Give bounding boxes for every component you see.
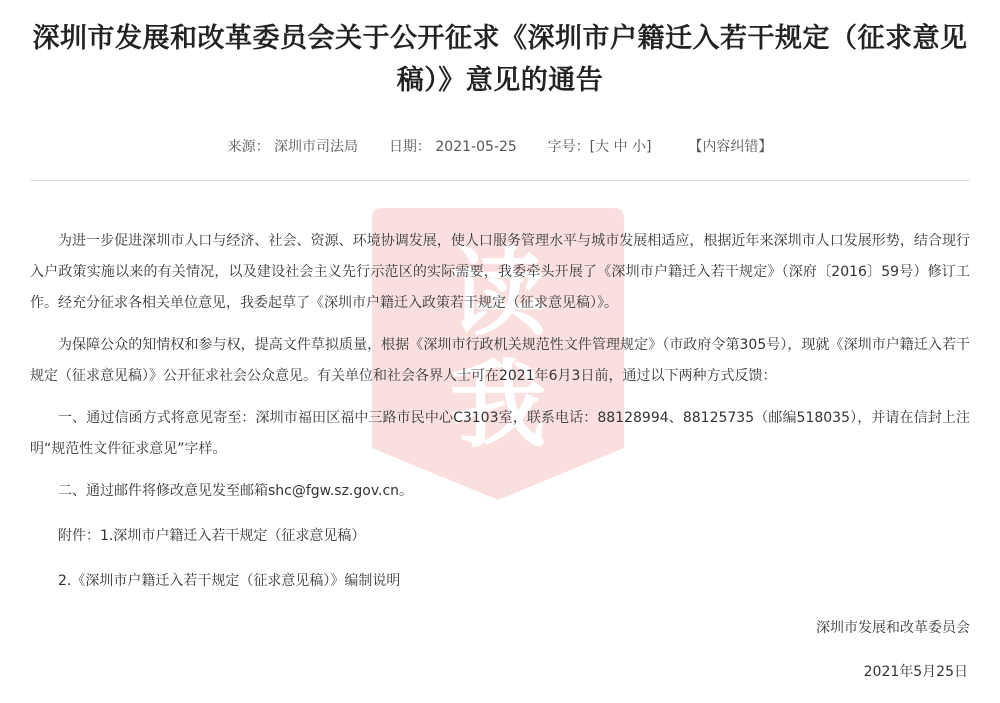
article-meta	[30, 137, 970, 157]
page-title: 深圳市发展和改革委员会关于公开征求《深圳市户籍迁入若干规定（征求意见稿）》意见的通告	[32, 23, 968, 96]
issue-date: 2021年5月25日	[863, 664, 968, 680]
source-value: 深圳市司法局	[274, 139, 359, 155]
attachment-1[interactable]: 附件：1.深圳市户籍迁入若干规定（征求意见稿）	[58, 528, 366, 544]
attachment-2[interactable]: 2.《深圳市户籍迁入若干规定（征求意见稿）》编制说明	[58, 573, 401, 589]
content-errata-link[interactable]: 【内容纠错】	[688, 139, 773, 155]
font-size-bracket-open: [	[589, 139, 596, 155]
font-size-bracket-close: ]	[646, 139, 652, 155]
watermark-char-top: 读	[450, 237, 546, 349]
paragraph-method-letter: 一、通过信函方式将意见寄至：深圳市福田区福中三路市民中心C3103室，联系电话：88128994、88125735（邮编518035），并请在信封上注明“规范性文件征求意见”字样。	[30, 410, 970, 457]
paragraph-purpose: 为保障公众的知情权和参与权，提高文件草拟质量，根据《深圳市行政机关规范性文件管理规定》（市政府令第305号），现就《深圳市户籍迁入若干规定（征求意见稿）》公开征求社会公众意见。有关单位和社会各界人士可在2021年6月3日前，通过以下两种方式反馈：	[30, 337, 970, 384]
paragraph-method-email: 二、通过邮件将修改意见发至邮箱shc@fgw.sz.gov.cn。	[58, 483, 414, 499]
font-size-label: 字号：	[547, 139, 590, 155]
date-value: 2021-05-25	[435, 139, 517, 155]
font-size-medium-link[interactable]: 中	[613, 139, 628, 155]
title-divider	[30, 180, 970, 181]
font-size-large-link[interactable]: 大	[595, 139, 610, 155]
watermark-char-bottom: 我	[450, 349, 546, 461]
issuer-signature: 深圳市发展和改革委员会	[816, 620, 970, 636]
paragraph-intro: 为进一步促进深圳市人口与经济、社会、资源、环境协调发展，使人口服务管理水平与城市发展相适应，根据近年来深圳市人口发展形势，结合现行入户政策实施以来的有关情况，以及建设社会主义先行示范区的实际需要，我委牵头开展了《深圳市户籍迁入若干规定》（深府〔2016〕59号）修订工作。经充分征求各相关单位意见，我委起草了《深圳市户籍迁入政策若干规定（征求意见稿）》。	[30, 233, 970, 311]
source-label: 来源：	[227, 139, 270, 155]
font-size-small-link[interactable]: 小	[632, 139, 647, 155]
date-label: 日期：	[388, 139, 431, 155]
article-body	[30, 226, 970, 597]
